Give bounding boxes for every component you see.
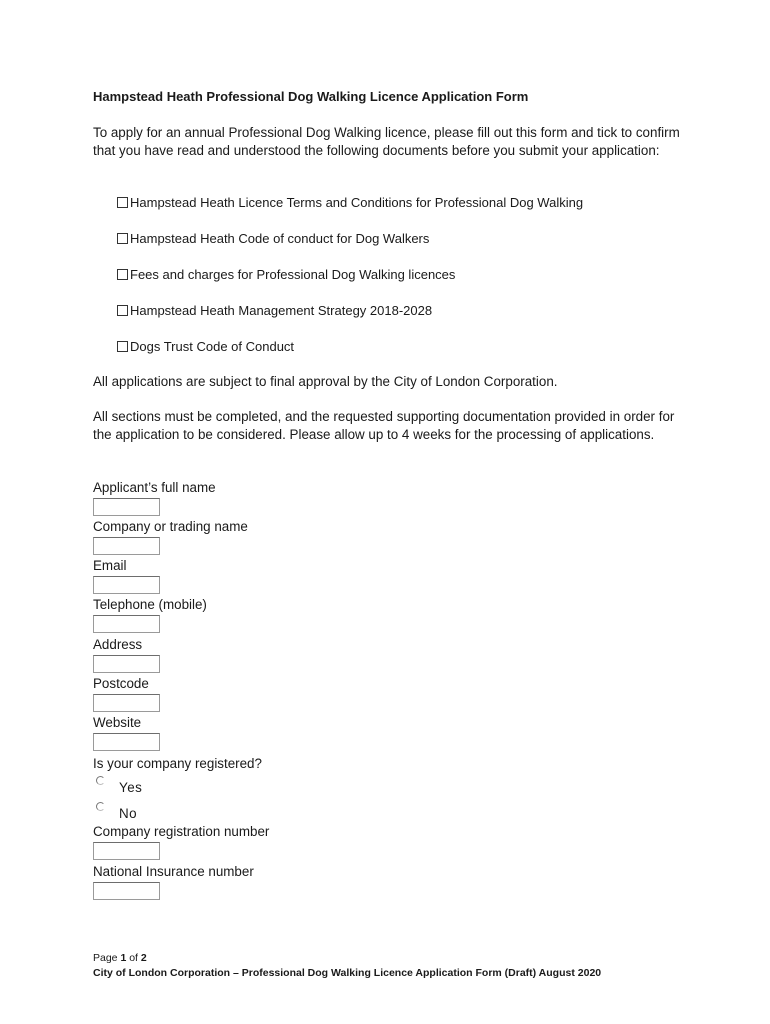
company-name-input[interactable] — [93, 537, 160, 555]
page-current: 1 — [120, 952, 127, 964]
checkbox-management-strategy[interactable] — [117, 305, 128, 316]
company-registered-question: Is your company registered? — [93, 756, 262, 771]
radio-label-no: No — [119, 806, 138, 821]
ni-number-input[interactable] — [93, 882, 160, 900]
page-prefix: Page — [93, 952, 121, 964]
checklist-item[interactable] — [117, 266, 583, 302]
checklist-item[interactable] — [117, 230, 583, 266]
page-number — [93, 951, 601, 966]
page-footer — [93, 951, 601, 981]
documents-checklist — [117, 194, 583, 374]
address-label: Address — [93, 637, 143, 652]
telephone-label: Telephone (mobile) — [93, 597, 207, 612]
ni-number-label: National Insurance number — [93, 864, 254, 879]
full-name-input[interactable] — [93, 498, 160, 516]
approval-note: All applications are subject to final approval by the City of London Corporation. — [93, 374, 558, 389]
radio-button-no[interactable] — [96, 802, 105, 811]
checklist-item[interactable] — [117, 194, 583, 230]
email-label: Email — [93, 558, 127, 573]
checklist-item-label: Dogs Trust Code of Conduct — [130, 339, 295, 354]
checkbox-dogs-trust-code[interactable] — [117, 341, 128, 352]
address-input[interactable] — [93, 655, 160, 673]
checklist-item-label: Fees and charges for Professional Dog Walking licences — [130, 267, 456, 282]
checklist-item[interactable] — [117, 302, 583, 338]
form-title: Hampstead Heath Professional Dog Walking Licence Application Form — [93, 89, 529, 104]
website-input[interactable] — [93, 733, 160, 751]
radio-label-yes: Yes — [119, 780, 143, 795]
checkbox-terms-and-conditions[interactable] — [117, 197, 128, 208]
page-total: 2 — [140, 952, 147, 964]
company-name-label: Company or trading name — [93, 519, 248, 534]
radio-button-yes[interactable] — [96, 776, 105, 785]
postcode-input[interactable] — [93, 694, 160, 712]
page-of: of — [126, 952, 141, 964]
checkbox-fees-and-charges[interactable] — [117, 269, 128, 280]
checklist-item-label: Hampstead Heath Management Strategy 2018-2028 — [130, 303, 433, 318]
postcode-label: Postcode — [93, 676, 149, 691]
checklist-item[interactable] — [117, 338, 583, 374]
checkbox-code-of-conduct[interactable] — [117, 233, 128, 244]
telephone-input[interactable] — [93, 615, 160, 633]
registration-number-input[interactable] — [93, 842, 160, 860]
registration-number-label: Company registration number — [93, 824, 270, 839]
website-label: Website — [93, 715, 142, 730]
checklist-item-label: Hampstead Heath Code of conduct for Dog Walkers — [130, 231, 430, 246]
intro-paragraph: To apply for an annual Professional Dog Walking licence, please fill out this form and tick to confirm that you have read and understood the following documents before you submit your application: — [93, 125, 680, 158]
checklist-item-label: Hampstead Heath Licence Terms and Conditions for Professional Dog Walking — [130, 195, 584, 210]
full-name-label: Applicant’s full name — [93, 480, 216, 495]
email-input[interactable] — [93, 576, 160, 594]
completion-note: All sections must be completed, and the requested supporting documentation provided in order for the application to be considered. Please allow up to 4 weeks for the processing of applications. — [93, 409, 675, 442]
footer-document-line: City of London Corporation – Professional Dog Walking Licence Application Form (Draft) August 2020 — [93, 967, 602, 979]
